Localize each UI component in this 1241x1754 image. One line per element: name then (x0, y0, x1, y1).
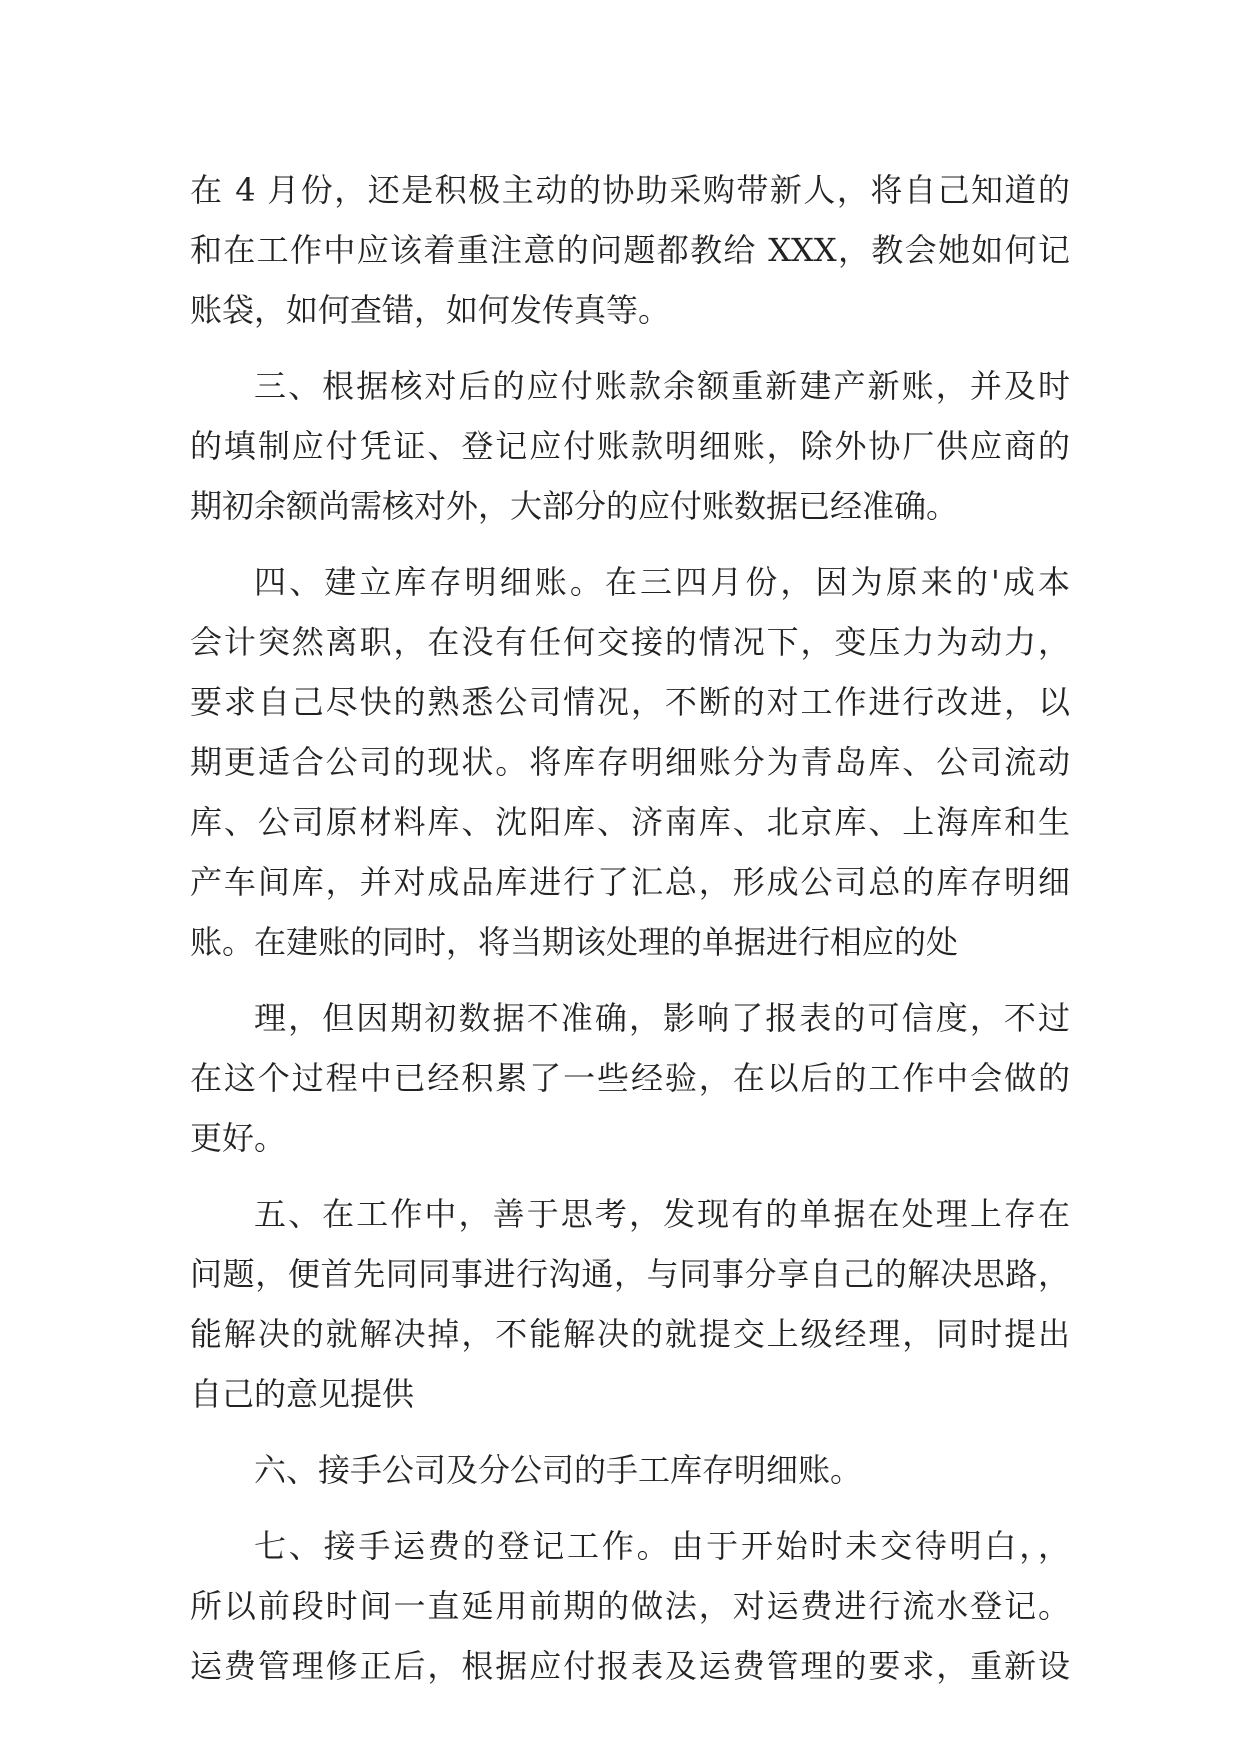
text-line: 四、建立库存明细账。在三四月份，因为原来的'成本 (254, 563, 1070, 601)
text-line: 运费管理修正后，根据应付报表及运费管理的要求，重新设 (190, 1647, 1070, 1685)
paragraph (190, 1516, 1070, 1696)
text-line: 七、接手运费的登记工作。由于开始时未交待明白，， (254, 1527, 1070, 1565)
text-line: 和在工作中应该着重注意的问题都教给 XXX，教会她如何记 (190, 231, 1070, 269)
paragraph (190, 552, 1070, 972)
text-line: 六、接手公司及分公司的手工库存明细账。 (254, 1451, 863, 1489)
text-line: 的填制应付凭证、登记应付账款明细账，除外协厂供应商的 (190, 427, 1070, 465)
text-line: 会计突然离职，在没有任何交接的情况下，变压力为动力， (190, 623, 1070, 661)
paragraph (190, 1184, 1070, 1424)
text-line: 要求自己尽快的熟悉公司情况，不断的对工作进行改进，以 (190, 683, 1070, 721)
text-line: 期更适合公司的现状。将库存明细账分为青岛库、公司流动 (190, 743, 1070, 781)
paragraph (190, 1440, 1070, 1500)
text-line: 理，但因期初数据不准确，影响了报表的可信度，不过 (254, 999, 1070, 1037)
text-line: 账。在建账的同时，将当期该处理的单据进行相应的处 (190, 923, 959, 961)
text-line: 期初余额尚需核对外，大部分的应付账数据已经准确。 (190, 487, 959, 525)
text-line: 自己的意见提供 (190, 1375, 415, 1413)
text-line: 问题，便首先同同事进行沟通，与同事分享自己的解决思路， (190, 1255, 1070, 1293)
text-line: 账袋，如何查错，如何发传真等。 (190, 291, 671, 329)
text-line: 三、根据核对后的应付账款余额重新建产新账，并及时 (254, 367, 1070, 405)
text-line: 产车间库，并对成品库进行了汇总，形成公司总的库存明细 (190, 863, 1070, 901)
text-line: 更好。 (190, 1119, 287, 1157)
paragraph (190, 160, 1070, 340)
text-line: 在这个过程中已经积累了一些经验，在以后的工作中会做的 (190, 1059, 1070, 1097)
text-line: 能解决的就解决掉，不能解决的就提交上级经理，同时提出 (190, 1315, 1070, 1353)
text-line: 在 4 月份，还是积极主动的协助采购带新人，将自己知道的 (190, 171, 1070, 209)
text-line: 五、在工作中，善于思考，发现有的单据在处理上存在 (254, 1195, 1070, 1233)
text-line: 所以前段时间一直延用前期的做法，对运费进行流水登记。 (190, 1587, 1070, 1625)
paragraph (190, 988, 1070, 1168)
document-body (190, 160, 1070, 1696)
paragraph (190, 356, 1070, 536)
text-line: 库、公司原材料库、沈阳库、济南库、北京库、上海库和生 (190, 803, 1070, 841)
